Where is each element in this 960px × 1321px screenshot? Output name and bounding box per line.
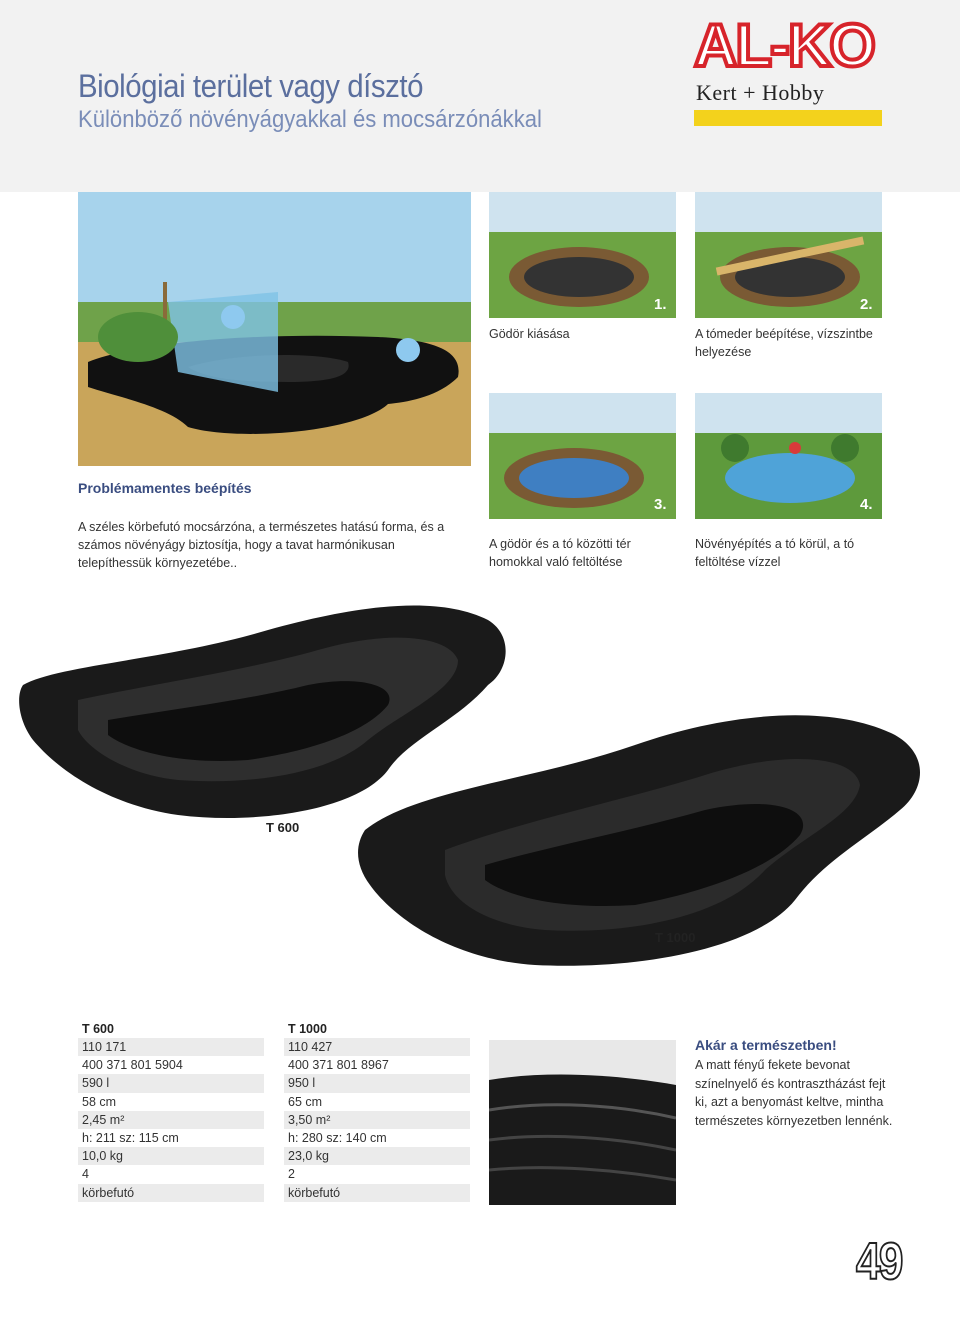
spec-t600-row: 10,0 kg xyxy=(78,1147,264,1165)
spec-t1000-row: körbefutó xyxy=(284,1184,470,1202)
step-4-caption: Növényépítés a tó körül, a tó feltöltése vízzel xyxy=(695,537,855,569)
spec-t600-heading: T 600 xyxy=(82,1022,114,1036)
step-2-photo xyxy=(695,192,882,318)
step-1-number: 1. xyxy=(654,296,667,313)
logo-tagline: Kert + Hobby xyxy=(696,80,825,105)
alko-logo xyxy=(690,14,885,130)
step-1-photo xyxy=(489,192,676,318)
natural-heading: Akár a természetben! xyxy=(695,1037,837,1053)
spec-t1000-heading: T 1000 xyxy=(288,1022,327,1036)
spec-t600-row: 400 371 801 5904 xyxy=(82,1058,183,1073)
spec-table-t600 xyxy=(78,1020,264,1202)
natural-text: A matt fényű fekete bevonat színelnyelő és kontrasztházást fejt ki, azt a benyomást keltve, mintha természetes környezetben lennénk. xyxy=(695,1058,893,1128)
step-4-number: 4. xyxy=(860,496,873,513)
step-3-photo xyxy=(489,393,676,519)
page-number: 49 xyxy=(856,1233,902,1291)
step-1-caption: Gödör kiásása xyxy=(489,327,570,341)
spec-t1000-row: h: 280 sz: 140 cm xyxy=(288,1130,387,1145)
spec-t1000-row: 65 cm xyxy=(288,1094,323,1109)
step-2-caption: A tómeder beépítése, vízszintbe helyezése xyxy=(695,327,873,359)
spec-t1000-row: 950 l xyxy=(284,1074,470,1092)
spec-t600-row: 590 l xyxy=(78,1074,264,1092)
spec-t1000-row: 23,0 kg xyxy=(284,1147,470,1165)
spec-table-t1000 xyxy=(284,1020,470,1202)
spec-t600-row: 2,45 m² xyxy=(78,1111,264,1129)
t600-label: T 600 xyxy=(266,820,300,835)
spec-t1000-row: 3,50 m² xyxy=(284,1111,470,1129)
t1000-pond-photo xyxy=(355,700,925,975)
spec-t600-row: 110 171 xyxy=(78,1038,264,1056)
t1000-label: T 1000 xyxy=(655,930,696,945)
spec-t1000-row: 2 xyxy=(288,1167,295,1182)
page-subtitle: Különböző növényágyakkal és mocsárzónákkal xyxy=(78,106,542,133)
logo-yellow-bar xyxy=(694,110,882,126)
spec-t600-row: 58 cm xyxy=(82,1094,117,1109)
spec-t1000-row: 110 427 xyxy=(284,1038,470,1056)
step-4-photo xyxy=(695,393,882,519)
spec-t600-row: 4 xyxy=(82,1167,89,1182)
step-3-number: 3. xyxy=(654,496,667,513)
pond-illustration xyxy=(78,192,471,466)
closeup-pond-photo xyxy=(489,1040,676,1205)
step-2-number: 2. xyxy=(860,296,873,313)
spec-t600-row: h: 211 sz: 115 cm xyxy=(82,1130,179,1145)
intro-heading: Problémamentes beépítés xyxy=(78,480,252,496)
logo-mark: AL-KO xyxy=(694,12,874,79)
spec-t600-row: körbefutó xyxy=(78,1184,264,1202)
step-3-caption: A gödör és a tó közötti tér homokkal való feltöltése xyxy=(489,537,631,569)
spec-t1000-row: 400 371 801 8967 xyxy=(288,1058,389,1073)
page-title: Biológiai terület vagy dísztó xyxy=(78,68,424,104)
intro-text: A széles körbefutó mocsárzóna, a természetes hatású forma, és a számos növényágy biztosítja, hogy a tavat harmónikusan telepíthessük környezetébe.. xyxy=(78,520,445,570)
